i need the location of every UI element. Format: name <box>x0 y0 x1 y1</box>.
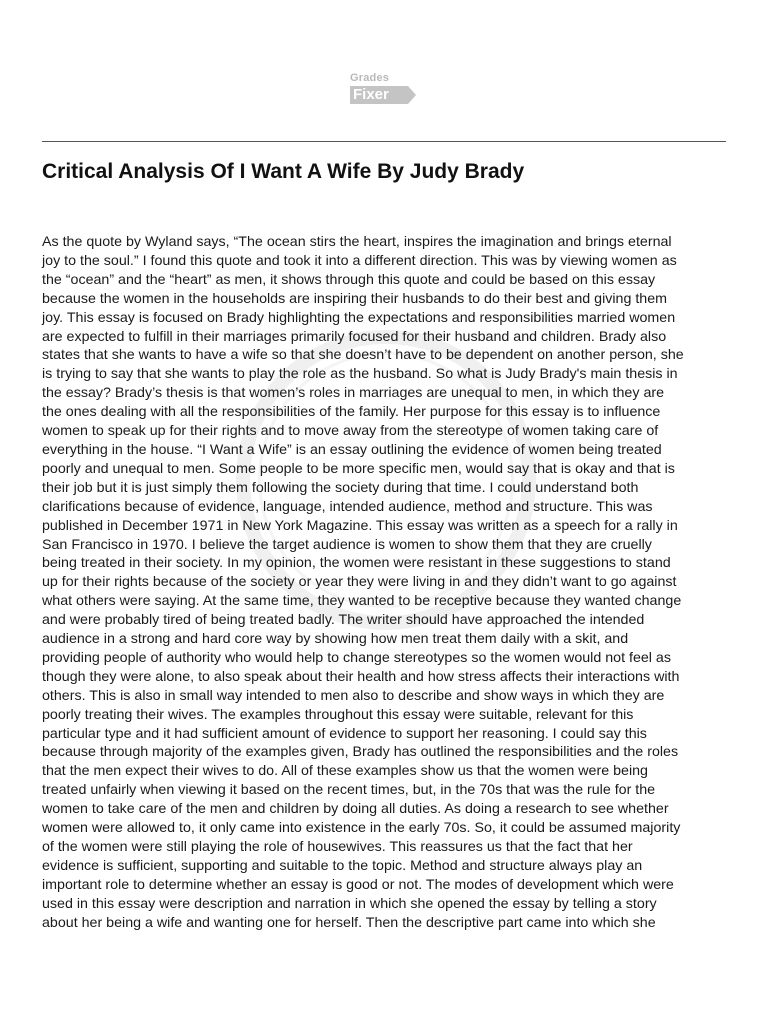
essay-line: evidence is sufficient, supporting and suitable to the topic. Method and structure always play an <box>42 857 643 874</box>
essay-line: up for their rights because of the society or year they were living in and they didn’t want to go against <box>42 574 677 591</box>
essay-line: and were probably tired of being treated badly. The writer should have approached the intended <box>42 612 645 629</box>
essay-line: being treated in their society. In my opinion, the women were resistant in these suggestions to stand <box>42 555 671 572</box>
essay-line: what others were saying. At the same time, they wanted to be receptive because they wanted change <box>42 593 682 610</box>
gradesfixer-logo[interactable] <box>350 72 422 108</box>
essay-line: women to speak up for their rights and to move away from the stereotype of women taking care of <box>42 423 659 440</box>
essay-line: others. This is also in small way intended to men also to describe and show ways in which they are <box>42 687 665 704</box>
essay-line: San Francisco in 1970. I believe the target audience is women to show them that they are cruelly <box>42 536 652 553</box>
essay-line: audience in a strong and hard core way by showing how men treat them daily with a skit, and <box>42 631 629 648</box>
essay-line: poorly treating their wives. The examples throughout this essay were suitable, relevant for this <box>42 706 634 723</box>
essay-line: joy. This essay is focused on Brady highlighting the expectations and responsibilities married women <box>42 309 676 326</box>
essay-line: joy to the soul.” I found this quote and took it into a different direction. This was by viewing women as <box>42 252 677 269</box>
essay-line: are expected to fulfill in their marriages primarily focused for their husband and children. Brady also <box>42 328 667 345</box>
essay-line: women to take care of the men and children by doing all duties. As doing a research to see whether <box>42 801 669 818</box>
essay-line: important role to determine whether an essay is good or not. The modes of development which were <box>42 876 674 893</box>
logo-top-text: Grades <box>350 72 390 84</box>
essay-line: clarifications because of evidence, language, intended audience, method and structure. This was <box>42 498 653 515</box>
essay-line: because through majority of the examples given, Brady has outlined the responsibilities and the roles <box>42 744 679 761</box>
essay-line: providing people of authority who would help to change stereotypes so the women would not feel as <box>42 649 671 666</box>
header-divider <box>42 141 726 142</box>
essay-line: women were allowed to, it only came into existence in the early 70s. So, it could be assumed majority <box>42 820 681 837</box>
essay-line: though they were alone, to also speak about their health and how stress affects their interactions with <box>42 668 680 685</box>
essay-line: used in this essay were description and narration in which she opened the essay by telling a story <box>42 895 657 912</box>
essay-line: the “ocean” and the “heart” as men, it shows through this quote and could be based on this essay <box>42 271 656 288</box>
logo-box <box>350 86 408 104</box>
essay-line: the essay? Brady’s thesis is that women’s roles in marriages are unequal to men, in which they are <box>42 385 665 402</box>
document-title: Critical Analysis Of I Want A Wife By Judy Brady <box>42 160 525 183</box>
essay-line: states that she wants to have a wife so that she doesn’t have to be dependent on another person, she <box>42 347 684 364</box>
logo-arrow-icon <box>408 86 416 104</box>
essay-line: because the women in the households are inspiring their husbands to do their best and giving them <box>42 290 668 307</box>
essay-body <box>42 233 732 933</box>
essay-line: that the men expect their wives to do. All of these examples show us that the women were being <box>42 763 648 780</box>
essay-line: poorly and unequal to men. Some people to be more specific men, would say that is okay and that is <box>42 460 675 477</box>
essay-line: about her being a wife and wanting one for herself. Then the descriptive part came into which she <box>42 914 656 931</box>
essay-line: published in December 1971 in New York Magazine. This essay was written as a speech for a rally in <box>42 517 678 534</box>
essay-line: the ones dealing with all the responsibilities of the family. Her purpose for this essay is to influence <box>42 404 661 421</box>
essay-line: particular type and it had sufficient amount of evidence to support her reasoning. I could say this <box>42 725 647 742</box>
essay-line: is trying to say that she wants to play the role as the husband. So what is Judy Brady's main thesis in <box>42 366 678 383</box>
essay-line: As the quote by Wyland says, “The ocean stirs the heart, inspires the imagination and brings eternal <box>42 234 672 250</box>
essay-line: treated unfairly when viewing it based on the recent times, but, in the 70s that was the rule for the <box>42 782 656 799</box>
essay-line: everything in the house. “I Want a Wife” is an essay outlining the evidence of women being treated <box>42 441 662 458</box>
essay-line: their job but it is just simply them following the society during that time. I could understand both <box>42 479 639 496</box>
essay-line: of the women were still playing the role of housewives. This reassures us that the fact that her <box>42 839 633 855</box>
logo-bottom-text: Fixer <box>353 86 389 103</box>
